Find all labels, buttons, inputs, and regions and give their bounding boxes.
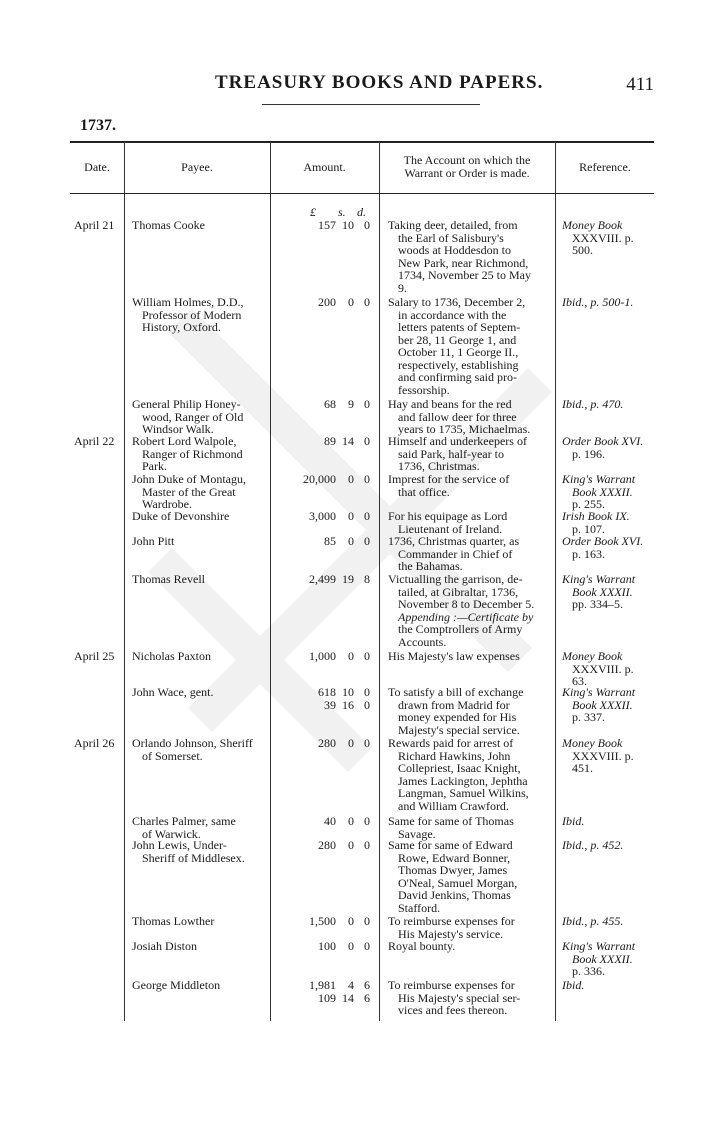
payee-line: Duke of Devonshire <box>132 509 230 523</box>
account-line: David Jenkins, Thomas <box>398 888 511 902</box>
reference-line: King's Warrant <box>562 939 636 953</box>
row-payee <box>132 839 268 864</box>
row-amount <box>280 915 370 928</box>
payee-line: Wardrobe. <box>142 497 193 511</box>
account-line: Taking deer, detailed, from <box>388 218 518 232</box>
row-reference <box>562 839 656 852</box>
reference-line: Order Book XVI. <box>562 434 644 448</box>
amount-shillings: 0 <box>348 649 354 663</box>
account-line: For his equipage as Lord <box>388 509 508 523</box>
account-line: Accounts. <box>398 634 447 649</box>
column-divider <box>555 141 556 1021</box>
payee-line: Master of the Great <box>142 484 236 499</box>
account-line: Rewards paid for arrest of <box>388 736 514 750</box>
amount-pence: 0 <box>364 814 370 828</box>
column-header-reference: Reference. <box>579 159 631 174</box>
column-header-account <box>379 141 555 193</box>
account-line: said Park, half-year to <box>398 446 504 461</box>
account-line: 9. <box>398 280 407 295</box>
payee-line: Charles Palmer, same <box>132 814 236 828</box>
reference-line: p. 337. <box>572 710 605 724</box>
account-line: November 8 to December 5. <box>398 597 535 611</box>
payee-line: General Philip Honey- <box>132 397 241 411</box>
reference-line: pp. 334–5. <box>572 597 623 611</box>
row-amount <box>280 650 370 663</box>
amount-line <box>280 435 370 448</box>
amount-pence: 0 <box>364 218 370 232</box>
account-line: His Majesty's special ser- <box>398 990 521 1005</box>
row-date: April 22 <box>74 434 115 448</box>
account-line: Salary to 1736, December 2, <box>388 295 526 309</box>
row-reference <box>562 510 656 535</box>
row-date: April 25 <box>74 649 115 663</box>
row-date: April 21 <box>74 218 115 232</box>
amount-shillings: 10 <box>342 685 354 699</box>
reference-line: Ibid., p. 500-1. <box>562 295 634 309</box>
account-line: money expended for His <box>398 710 517 724</box>
row-reference <box>562 737 656 775</box>
reference-line: Ibid., p. 470. <box>562 397 624 411</box>
amount-shillings: 0 <box>348 509 354 523</box>
page-number: 411 <box>626 74 654 95</box>
account-line: that office. <box>398 484 450 499</box>
row-account <box>388 473 550 498</box>
account-line: ber 28, 11 George 1, and <box>398 332 517 347</box>
column-header-amount: Amount. <box>303 159 346 174</box>
account-line: Richard Hawkins, John <box>398 748 511 763</box>
reference-line: 451. <box>572 761 593 775</box>
row-reference <box>562 979 656 992</box>
reference-line: Book XXXII. <box>572 584 633 599</box>
row-payee <box>132 686 268 699</box>
amount-line <box>280 219 370 232</box>
amount-shillings: 16 <box>342 697 354 712</box>
amount-pounds: 200 <box>318 295 336 309</box>
reference-line: p. 163. <box>572 546 605 561</box>
amount-line <box>280 650 370 663</box>
row-payee <box>132 435 268 473</box>
payee-line: Orlando Johnson, Sheriff <box>132 736 253 750</box>
amount-pence: 0 <box>364 472 370 486</box>
row-reference <box>562 815 656 828</box>
row-amount <box>280 296 370 309</box>
amount-pounds: 85 <box>324 534 336 548</box>
payee-line: Sheriff of Middlesex. <box>142 850 245 865</box>
amount-shillings: 0 <box>348 295 354 309</box>
payee-line: Ranger of Richmond <box>142 446 243 461</box>
row-account <box>388 573 550 648</box>
reference-line: XXXVIII. p. <box>572 748 634 763</box>
row-payee <box>132 219 268 232</box>
account-line: Same for same of Thomas <box>388 814 514 828</box>
amount-line <box>280 398 370 411</box>
account-line: and fallow deer for three <box>398 409 517 424</box>
row-account <box>388 296 550 396</box>
page-header <box>0 70 722 100</box>
row-account <box>388 915 550 940</box>
reference-line: 500. <box>572 243 593 257</box>
row-amount <box>280 219 370 232</box>
payee-line: Robert Lord Walpole, <box>132 434 237 448</box>
amount-shillings: 0 <box>348 736 354 750</box>
amount-line <box>280 915 370 928</box>
amount-pounds: 280 <box>318 838 336 852</box>
account-line: Victualling the garrison, de- <box>388 572 523 586</box>
row-reference <box>562 686 656 724</box>
row-payee <box>132 473 268 511</box>
row-reference <box>562 573 656 611</box>
row-payee <box>132 915 268 928</box>
row-payee <box>132 979 268 992</box>
account-line: Collepriest, Isaac Knight, <box>398 761 521 775</box>
row-account <box>388 219 550 294</box>
row-amount <box>280 815 370 828</box>
amount-line <box>280 573 370 586</box>
row-amount <box>280 686 370 711</box>
amount-pence: 8 <box>364 572 370 586</box>
amount-shillings: 4 <box>348 978 354 992</box>
amount-line <box>280 979 370 992</box>
payee-line: George Middleton <box>132 978 221 992</box>
account-line: fessorship. <box>398 382 450 397</box>
account-line: Thomas Dwyer, James <box>398 863 508 877</box>
account-line: October 11, 1 George II., <box>398 345 519 359</box>
reference-line: XXXVIII. p. <box>572 661 634 676</box>
reference-line: Book XXXII. <box>572 697 633 712</box>
amount-pounds: 100 <box>318 939 336 953</box>
reference-line: Book XXXII. <box>572 484 633 499</box>
row-amount <box>280 940 370 953</box>
account-line: vices and fees thereon. <box>398 1003 508 1017</box>
amount-shillings: 0 <box>348 939 354 953</box>
account-line: New Park, near Richmond, <box>398 255 529 270</box>
payee-line: John Wace, gent. <box>132 685 214 699</box>
amount-line <box>280 839 370 852</box>
amount-pounds: 1,500 <box>309 914 336 928</box>
row-amount <box>280 510 370 523</box>
column-header-account-line: The Account on which the <box>403 153 531 167</box>
amount-line <box>280 992 370 1005</box>
row-account <box>388 510 550 535</box>
reference-line: King's Warrant <box>562 685 636 699</box>
amount-pounds: 39 <box>324 697 336 712</box>
row-amount <box>280 435 370 448</box>
row-reference <box>562 650 656 688</box>
row-amount <box>280 473 370 486</box>
row-account <box>388 737 550 812</box>
account-line: letters patents of Septem- <box>398 320 521 334</box>
amount-pounds: 2,499 <box>309 572 336 586</box>
amount-pounds: 280 <box>318 736 336 750</box>
account-line: drawn from Madrid for <box>398 697 510 712</box>
amount-line <box>280 473 370 486</box>
row-payee <box>132 650 268 663</box>
account-line: Royal bounty. <box>388 939 456 953</box>
reference-line: Irish Book IX. <box>562 509 630 523</box>
amount-pence: 0 <box>364 697 370 712</box>
row-reference <box>562 296 656 309</box>
table-header-rule <box>70 193 654 194</box>
amount-pounds: 109 <box>318 990 336 1005</box>
account-line: Appending :—Certificate by <box>398 609 534 624</box>
amount-line <box>280 737 370 750</box>
year-heading: 1737. <box>80 117 116 134</box>
payee-line: Windsor Walk. <box>142 422 214 436</box>
payee-line: Professor of Modern <box>142 307 242 322</box>
account-line: woods at Hoddesdon to <box>398 243 511 257</box>
account-line: Himself and underkeepers of <box>388 434 527 448</box>
column-header-date: Date. <box>84 159 110 174</box>
reference-line: Ibid., p. 455. <box>562 914 624 928</box>
running-title: TREASURY BOOKS AND PAPERS. <box>215 72 544 93</box>
row-reference <box>562 219 656 257</box>
amount-pence: 0 <box>364 736 370 750</box>
amount-line <box>280 686 370 699</box>
amount-shillings: 14 <box>342 434 354 448</box>
amount-pounds: 1,000 <box>309 649 336 663</box>
amount-pence: 0 <box>364 509 370 523</box>
reference-line: 63. <box>572 674 587 688</box>
row-account <box>388 815 550 840</box>
currency-pounds: £ <box>310 205 316 219</box>
payee-line: Nicholas Paxton <box>132 649 211 663</box>
amount-pence: 6 <box>364 990 370 1005</box>
payee-line: Thomas Revell <box>132 572 205 586</box>
reference-line: Money Book <box>562 649 623 663</box>
row-amount <box>280 398 370 411</box>
payee-line: Thomas Cooke <box>132 218 205 232</box>
account-line: Majesty's special service. <box>398 722 520 737</box>
payee-line: John Lewis, Under- <box>132 838 227 852</box>
amount-pence: 0 <box>364 649 370 663</box>
amount-shillings: 0 <box>348 814 354 828</box>
account-line: the Bahamas. <box>398 559 463 573</box>
amount-shillings: 10 <box>342 218 354 232</box>
account-line: and William Crawford. <box>398 798 509 813</box>
row-amount <box>280 573 370 586</box>
payee-line: William Holmes, D.D., <box>132 295 244 309</box>
row-account <box>388 398 550 436</box>
row-payee <box>132 510 268 523</box>
row-payee <box>132 815 268 840</box>
account-line: Lieutenant of Ireland. <box>398 521 503 536</box>
reference-line: Ibid., p. 452. <box>562 838 624 852</box>
row-reference <box>562 940 656 978</box>
amount-line <box>280 535 370 548</box>
row-amount <box>280 737 370 750</box>
amount-shillings: 0 <box>348 914 354 928</box>
row-reference <box>562 915 656 928</box>
payee-line: John Duke of Montagu, <box>132 472 246 486</box>
amount-shillings: 0 <box>348 838 354 852</box>
column-divider <box>270 141 271 1021</box>
row-payee <box>132 573 268 586</box>
account-line: years to 1735, Michaelmas. <box>398 422 531 436</box>
account-line: and confirming said pro- <box>398 370 517 384</box>
row-payee <box>132 737 268 762</box>
reference-line: King's Warrant <box>562 572 636 586</box>
amount-line <box>280 296 370 309</box>
amount-pence: 0 <box>364 914 370 928</box>
amount-pence: 0 <box>364 939 370 953</box>
amount-shillings: 9 <box>348 397 354 411</box>
currency-pence: d. <box>357 205 366 219</box>
account-line: respectively, establishing <box>398 357 519 372</box>
reference-line: p. 107. <box>572 521 605 536</box>
amount-pounds: 1,981 <box>309 978 336 992</box>
account-line: in accordance with the <box>398 307 507 322</box>
row-amount <box>280 839 370 852</box>
column-divider <box>379 141 380 1021</box>
amount-pence: 0 <box>364 534 370 548</box>
reference-line: Ibid. <box>562 814 585 828</box>
amount-line <box>280 815 370 828</box>
account-line: Stafford. <box>398 900 441 915</box>
account-line: the Earl of Salisbury's <box>398 230 504 245</box>
amount-shillings: 19 <box>342 572 354 586</box>
amount-pence: 0 <box>364 434 370 448</box>
amount-line <box>280 510 370 523</box>
column-header-payee: Payee. <box>181 159 213 174</box>
account-line: To reimburse expenses for <box>388 914 515 928</box>
account-line: Commander in Chief of <box>398 546 513 561</box>
row-account <box>388 979 550 1017</box>
account-line: Rowe, Edward Bonner, <box>398 850 511 865</box>
amount-pounds: 40 <box>324 814 336 828</box>
amount-line <box>280 940 370 953</box>
row-account <box>388 686 550 736</box>
account-line: Imprest for the service of <box>388 472 510 486</box>
row-account <box>388 839 550 914</box>
reference-line: XXXVIII. p. <box>572 230 634 245</box>
account-line: the Comptrollers of Army <box>398 622 523 636</box>
row-payee <box>132 940 268 953</box>
amount-pounds: 20,000 <box>303 472 336 486</box>
reference-line: Money Book <box>562 218 623 232</box>
amount-pence: 6 <box>364 978 370 992</box>
amount-shillings: 0 <box>348 534 354 548</box>
row-reference <box>562 398 656 411</box>
payee-line: of Warwick. <box>142 826 201 841</box>
title-rule <box>262 104 480 105</box>
amount-pence: 0 <box>364 295 370 309</box>
amount-pence: 0 <box>364 838 370 852</box>
row-payee <box>132 398 268 436</box>
row-amount <box>280 535 370 548</box>
amount-pounds: 157 <box>318 218 336 232</box>
row-reference <box>562 473 656 511</box>
payee-line: of Somerset. <box>142 748 203 763</box>
account-line: 1736, Christmas. <box>398 459 480 473</box>
row-account <box>388 435 550 473</box>
currency-shillings: s. <box>338 205 346 219</box>
row-date: April 26 <box>74 736 115 750</box>
row-account <box>388 650 550 663</box>
amount-pounds: 618 <box>318 685 336 699</box>
account-line: James Lackington, Jephtha <box>398 773 528 788</box>
account-line: O'Neal, Samuel Morgan, <box>398 875 518 890</box>
row-amount <box>280 979 370 1004</box>
account-line: Same for same of Edward <box>388 838 513 852</box>
payee-line: Josiah Diston <box>132 939 198 953</box>
payee-line: John Pitt <box>132 534 175 548</box>
account-line: To reimburse expenses for <box>388 978 515 992</box>
reference-line: Money Book <box>562 736 623 750</box>
amount-pounds: 68 <box>324 397 336 411</box>
reference-line: p. 336. <box>572 964 605 978</box>
reference-line: Book XXXII. <box>572 951 633 966</box>
reference-line: Ibid. <box>562 978 585 992</box>
reference-line: King's Warrant <box>562 472 636 486</box>
row-payee <box>132 296 268 334</box>
amount-line <box>280 699 370 712</box>
amount-pounds: 89 <box>324 434 336 448</box>
account-line: His Majesty's law expenses <box>388 649 520 663</box>
amount-pence: 0 <box>364 685 370 699</box>
row-reference <box>562 535 656 560</box>
row-account <box>388 535 550 573</box>
reference-line: p. 196. <box>572 446 605 461</box>
reference-line: p. 255. <box>572 497 605 511</box>
account-line: tailed, at Gibraltar, 1736, <box>398 584 519 599</box>
account-line: 1736, Christmas quarter, as <box>388 534 520 548</box>
account-line: Savage. <box>398 826 436 841</box>
row-account <box>388 940 550 953</box>
row-payee <box>132 535 268 548</box>
payee-line: History, Oxford. <box>142 320 221 334</box>
amount-shillings: 0 <box>348 472 354 486</box>
column-header-account-line: Warrant or Order is made. <box>404 166 530 180</box>
account-line: Langman, Samuel Wilkins, <box>398 786 529 800</box>
account-line: 1734, November 25 to May <box>398 268 531 282</box>
account-line: To satisfy a bill of exchange <box>388 685 524 699</box>
payee-line: Thomas Lowther <box>132 914 215 928</box>
reference-line: Order Book XVI. <box>562 534 644 548</box>
account-line: His Majesty's service. <box>398 926 504 941</box>
amount-shillings: 14 <box>342 990 354 1005</box>
column-divider <box>124 141 125 1021</box>
amount-pence: 0 <box>364 397 370 411</box>
payee-line: wood, Ranger of Old <box>142 409 244 424</box>
row-reference <box>562 435 656 460</box>
account-line: Hay and beans for the red <box>388 397 512 411</box>
amount-pounds: 3,000 <box>309 509 336 523</box>
payee-line: Park. <box>142 459 167 473</box>
